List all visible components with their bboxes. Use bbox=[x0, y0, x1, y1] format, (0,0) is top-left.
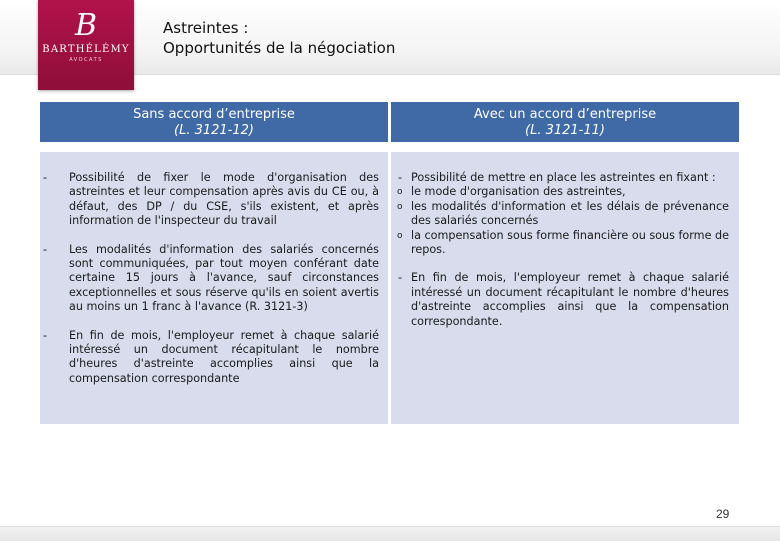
logo-name: BARTHÉLÉMY bbox=[42, 44, 130, 55]
dash-marker: - bbox=[43, 242, 48, 256]
sub-list-item bbox=[391, 200, 729, 229]
column-legal-ref: (L. 3121-12) bbox=[174, 123, 254, 138]
slide-title-line2: Opportunités de la négociation bbox=[163, 39, 396, 57]
list-item bbox=[40, 329, 379, 387]
circle-bullet-icon: o bbox=[397, 187, 403, 198]
circle-bullet-icon: o bbox=[397, 230, 403, 241]
column-legal-ref: (L. 3121-11) bbox=[525, 123, 605, 138]
column-body-without-agreement bbox=[40, 152, 388, 424]
column-with-agreement bbox=[391, 102, 739, 424]
circle-bullet-icon: o bbox=[397, 201, 403, 212]
dash-marker: - bbox=[43, 171, 48, 184]
list-item-text: Les modalités d'information des salariés concernés sont communiquées, par tout moyen conférant date certaine 15 jours à l'avance, sauf circonstances exceptionnelles et sous réserve qu'ils en soient avertis au moins un 1 franc à l'avance (R. 3121-3) bbox=[69, 242, 379, 314]
slide-title bbox=[163, 18, 395, 58]
page-number: 29 bbox=[716, 507, 730, 521]
dash-marker: - bbox=[398, 271, 403, 285]
footer-band bbox=[0, 526, 780, 541]
column-header-without-agreement bbox=[40, 102, 388, 142]
company-logo bbox=[38, 0, 134, 90]
dash-marker: - bbox=[398, 171, 403, 184]
list-item-text: En fin de mois, l'employeur remet à chaque salarié intéressé un document récapitulant le nombre d'heures d'astreinte accomplies ainsi que la compensation correspondante bbox=[69, 328, 379, 385]
list-item-text: En fin de mois, l'employeur remet à chaque salarié intéressé un document récapitulant le nombre d'heures d'astreinte accomplies ainsi que la compensation correspondante. bbox=[411, 271, 729, 328]
logo-monogram: B bbox=[74, 8, 98, 43]
dash-marker: - bbox=[43, 328, 48, 342]
list-item-text: Possibilité de mettre en place les astreintes en fixant : bbox=[411, 171, 716, 184]
sub-list-item bbox=[391, 185, 729, 199]
sub-list-item bbox=[391, 229, 729, 258]
sub-list-item-text: le mode d'organisation des astreintes, bbox=[411, 185, 626, 199]
sub-list-item-text: les modalités d'information et les délais de prévenance des salariés concernés bbox=[411, 199, 729, 228]
sub-list-item-text: la compensation sous forme financière ou sous forme de repos. bbox=[411, 228, 729, 257]
list-item-text: Possibilité de fixer le mode d'organisation des astreintes et leur compensation après avis du CE ou, à défaut, des DP / du CSE, s'ils existent, et après information de l'inspecteur du travail bbox=[69, 171, 379, 228]
column-without-agreement bbox=[40, 102, 388, 424]
logo-subtitle: AVOCATS bbox=[69, 57, 103, 63]
list-item bbox=[391, 171, 729, 185]
column-heading: Avec un accord d’entreprise bbox=[473, 107, 657, 122]
list-item bbox=[40, 243, 379, 315]
list-item bbox=[391, 271, 729, 329]
column-body-with-agreement bbox=[391, 152, 739, 424]
list-item bbox=[40, 171, 379, 229]
column-header-with-agreement bbox=[391, 102, 739, 142]
slide-title-line1: Astreintes : bbox=[163, 19, 249, 37]
column-heading: Sans accord d’entreprise bbox=[133, 107, 295, 122]
